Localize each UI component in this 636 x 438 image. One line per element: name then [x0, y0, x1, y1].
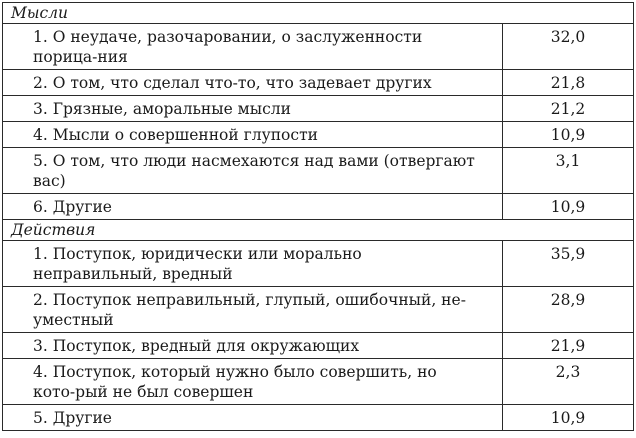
table-row — [3, 194, 634, 220]
row-value: 2,3 — [503, 359, 634, 405]
row-label: 5. Другие — [3, 405, 503, 431]
table-row — [3, 333, 634, 359]
row-value: 3,1 — [503, 148, 634, 194]
row-value: 21,8 — [503, 70, 634, 96]
row-value: 10,9 — [503, 122, 634, 148]
row-value: 10,9 — [503, 405, 634, 431]
table-row — [3, 122, 634, 148]
row-value: 32,0 — [503, 24, 634, 70]
row-value: 21,2 — [503, 96, 634, 122]
table-row — [3, 96, 634, 122]
section-header-actions — [3, 220, 634, 241]
row-label: 1. Поступок, юридически или морально неправильный, вредный — [3, 241, 503, 287]
row-value: 35,9 — [503, 241, 634, 287]
row-value: 21,9 — [503, 333, 634, 359]
section-title: Мысли — [3, 3, 634, 24]
row-label: 1. О неудаче, разочаровании, о заслуженности порица-ния — [3, 24, 503, 70]
row-label: 5. О том, что люди насмехаются над вами (отвергают вас) — [3, 148, 503, 194]
row-label: 2. О том, что сделал что-то, что задевает других — [3, 70, 503, 96]
section-header-thoughts — [3, 3, 634, 24]
row-label: 4. Мысли о совершенной глупости — [3, 122, 503, 148]
row-value: 10,9 — [503, 194, 634, 220]
row-label: 6. Другие — [3, 194, 503, 220]
table-row — [3, 405, 634, 431]
data-table — [2, 2, 634, 431]
table-row — [3, 148, 634, 194]
table-row — [3, 287, 634, 333]
row-value: 28,9 — [503, 287, 634, 333]
section-title: Действия — [3, 220, 634, 241]
row-label: 3. Грязные, аморальные мысли — [3, 96, 503, 122]
table-row — [3, 70, 634, 96]
table-row — [3, 241, 634, 287]
row-label: 3. Поступок, вредный для окружающих — [3, 333, 503, 359]
table-row — [3, 24, 634, 70]
table-row — [3, 359, 634, 405]
row-label: 2. Поступок неправильный, глупый, ошибочный, не-уместный — [3, 287, 503, 333]
row-label: 4. Поступок, который нужно было совершить, но кото-рый не был совершен — [3, 359, 503, 405]
